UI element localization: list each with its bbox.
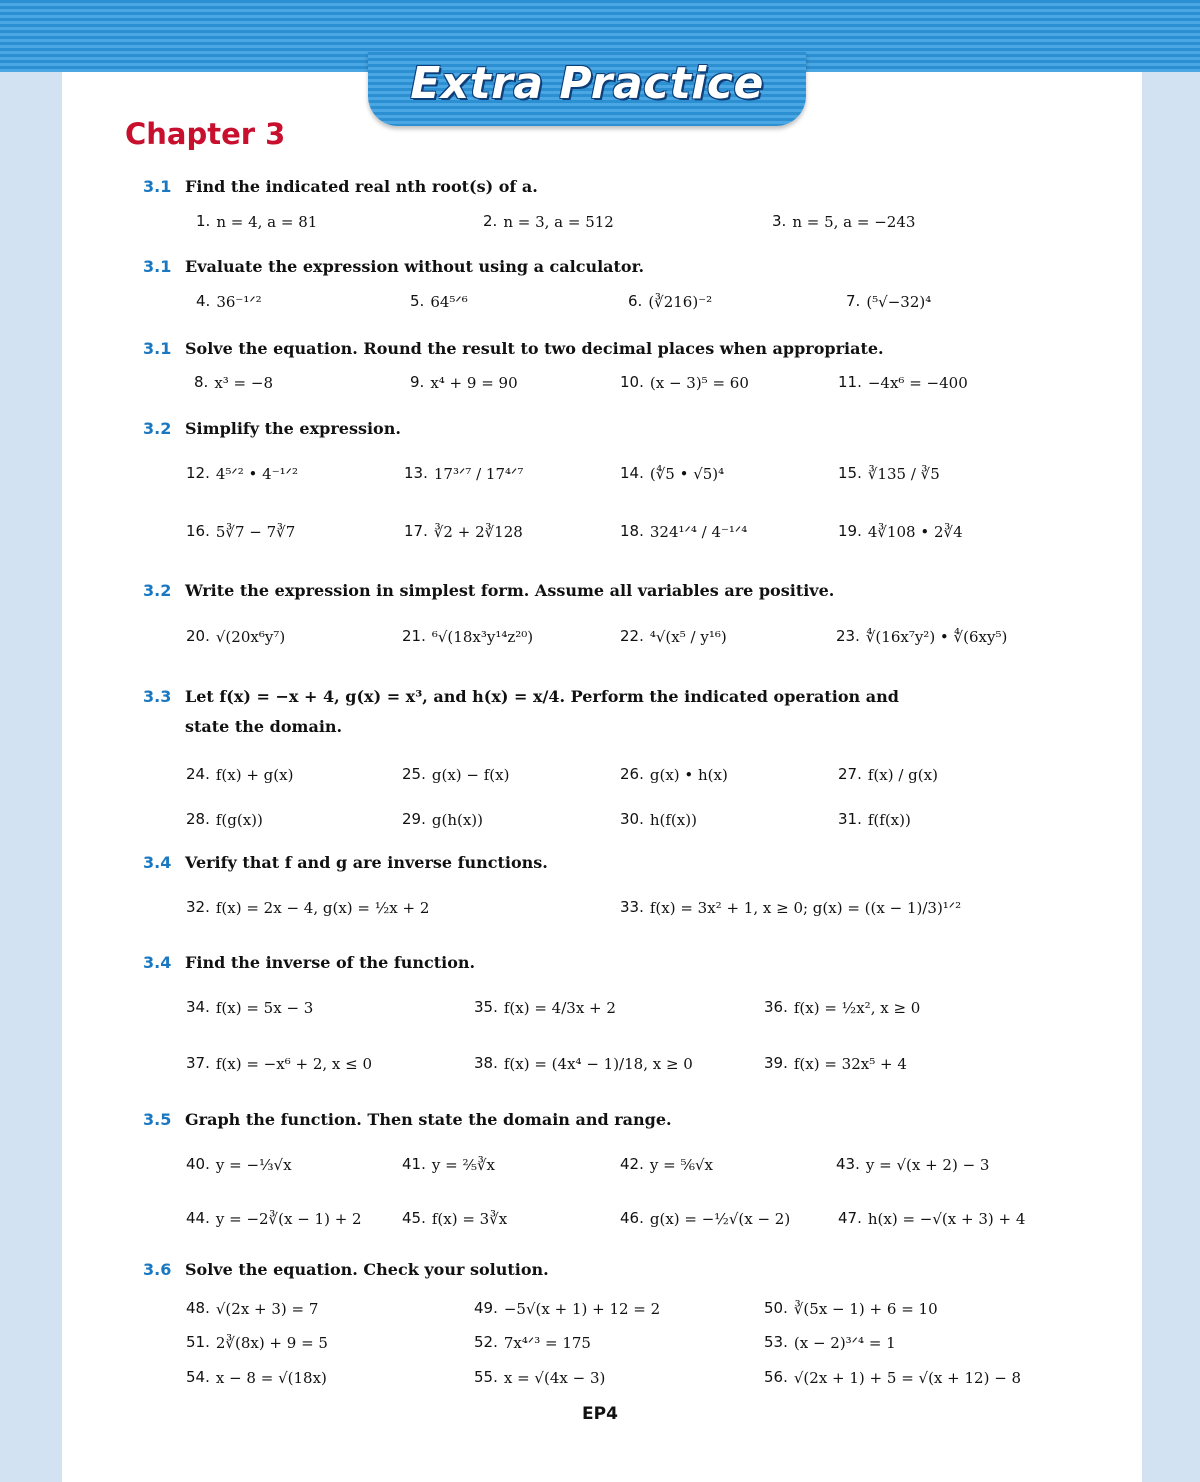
exercise: 36. f(x) = ½x², x ≥ 0	[764, 998, 921, 1017]
exercise: 14. (∜5 • √5)⁴	[620, 464, 725, 483]
exercise: 7. (⁵√−32)⁴	[846, 292, 932, 311]
chapter-heading: Chapter 3	[125, 117, 286, 151]
section-heading: 3.1 Solve the equation. Round the result to two decimal places when appropriate.	[143, 339, 884, 358]
exercise: 52. 7x⁴ᐟ³ = 175	[474, 1333, 591, 1352]
exercise: 13. 17³ᐟ⁷ / 17⁴ᐟ⁷	[404, 464, 524, 483]
exercise: 18. 324¹ᐟ⁴ / 4⁻¹ᐟ⁴	[620, 522, 748, 541]
section-heading: 3.5 Graph the function. Then state the domain and range.	[143, 1110, 672, 1129]
exercise: 32. f(x) = 2x − 4, g(x) = ½x + 2	[186, 898, 430, 917]
exercise: 48. √(2x + 3) = 7	[186, 1299, 319, 1318]
exercise: 5. 64⁵ᐟ⁶	[410, 292, 468, 311]
section-heading: 3.4 Find the inverse of the function.	[143, 953, 476, 972]
exercise: 27. f(x) / g(x)	[838, 765, 938, 784]
exercise: 22. ⁴√(x⁵ / y¹⁶)	[620, 627, 727, 646]
exercise: 17. ∛2 + 2∛128	[404, 522, 523, 541]
exercise: 55. x = √(4x − 3)	[474, 1368, 606, 1387]
exercise: 49. −5√(x + 1) + 12 = 2	[474, 1299, 661, 1318]
exercise: 45. f(x) = 3∛x	[402, 1209, 508, 1228]
exercise: 44. y = −2∛(x − 1) + 2	[186, 1209, 362, 1228]
section-heading: 3.3 Let f(x) = −x + 4, g(x) = x³, and h(x) = x/4. Perform the indicated operation and state the domain.	[143, 687, 899, 736]
exercise: 35. f(x) = 4/3x + 2	[474, 998, 616, 1017]
exercise: 26. g(x) • h(x)	[620, 765, 728, 784]
exercise: 2. n = 3, a = 512	[483, 212, 614, 231]
exercise: 51. 2∛(8x) + 9 = 5	[186, 1333, 328, 1352]
exercise: 23. ∜(16x⁷y²) • ∜(6xy⁵)	[836, 627, 1008, 646]
exercise: 38. f(x) = (4x⁴ − 1)/18, x ≥ 0	[474, 1054, 693, 1073]
exercise: 11. −4x⁶ = −400	[838, 373, 968, 392]
exercise: 25. g(x) − f(x)	[402, 765, 510, 784]
exercise: 37. f(x) = −x⁶ + 2, x ≤ 0	[186, 1054, 373, 1073]
exercise: 3. n = 5, a = −243	[772, 212, 916, 231]
exercise: 42. y = ⅚√x	[620, 1155, 713, 1174]
exercise: 50. ∛(5x − 1) + 6 = 10	[764, 1299, 938, 1318]
exercise: 43. y = √(x + 2) − 3	[836, 1155, 990, 1174]
exercise: 16. 5∛7 − 7∛7	[186, 522, 296, 541]
exercise: 53. (x − 2)³ᐟ⁴ = 1	[764, 1333, 896, 1352]
section-heading: 3.1 Evaluate the expression without using a calculator.	[143, 257, 645, 276]
exercise: 21. ⁶√(18x³y¹⁴z²⁰)	[402, 627, 534, 646]
exercise: 19. 4∛108 • 2∛4	[838, 522, 963, 541]
section-heading: 3.4 Verify that f and g are inverse functions.	[143, 853, 548, 872]
exercise: 41. y = ⅖∛x	[402, 1155, 495, 1174]
section-heading: 3.2 Write the expression in simplest form. Assume all variables are positive.	[143, 581, 835, 600]
exercise: 9. x⁴ + 9 = 90	[410, 373, 518, 392]
exercise: 4. 36⁻¹ᐟ²	[196, 292, 262, 311]
exercise: 40. y = −⅓√x	[186, 1155, 292, 1174]
exercise: 56. √(2x + 1) + 5 = √(x + 12) − 8	[764, 1368, 1022, 1387]
section-heading: 3.2 Simplify the expression.	[143, 419, 401, 438]
exercise: 39. f(x) = 32x⁵ + 4	[764, 1054, 907, 1073]
exercise: 20. √(20x⁶y⁷)	[186, 627, 286, 646]
exercise: 8. x³ = −8	[194, 373, 274, 392]
exercise: 29. g(h(x))	[402, 810, 483, 829]
page-title: Extra Practice	[410, 58, 764, 109]
section-heading: 3.6 Solve the equation. Check your solution.	[143, 1260, 549, 1279]
exercise: 33. f(x) = 3x² + 1, x ≥ 0; g(x) = ((x − 1)/3)¹ᐟ²	[620, 898, 962, 917]
exercise: 31. f(f(x))	[838, 810, 911, 829]
exercise: 1. n = 4, a = 81	[196, 212, 318, 231]
section-heading: 3.1 Find the indicated real nth root(s) of a.	[143, 177, 538, 196]
exercise: 30. h(f(x))	[620, 810, 697, 829]
exercise: 54. x − 8 = √(18x)	[186, 1368, 327, 1387]
exercise: 6. (∛216)⁻²	[628, 292, 713, 311]
exercise: 12. 4⁵ᐟ² • 4⁻¹ᐟ²	[186, 464, 299, 483]
exercise: 10. (x − 3)⁵ = 60	[620, 373, 749, 392]
exercise: 28. f(g(x))	[186, 810, 263, 829]
page-number: EP4	[582, 1404, 618, 1424]
exercise: 47. h(x) = −√(x + 3) + 4	[838, 1209, 1026, 1228]
exercise: 46. g(x) = −½√(x − 2)	[620, 1209, 791, 1228]
exercise: 24. f(x) + g(x)	[186, 765, 294, 784]
exercise: 34. f(x) = 5x − 3	[186, 998, 314, 1017]
exercise: 15. ∛135 / ∛5	[838, 464, 940, 483]
